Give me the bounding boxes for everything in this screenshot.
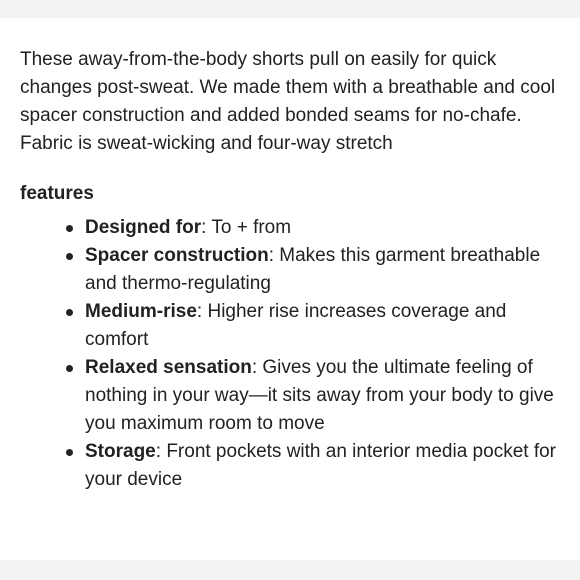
- feature-term: Medium-rise: [85, 301, 197, 322]
- product-description-card: [0, 18, 580, 560]
- features-list: [20, 214, 565, 494]
- features-heading: features: [20, 183, 94, 204]
- feature-term: Spacer construction: [85, 245, 269, 266]
- feature-text: To + from: [211, 217, 292, 238]
- feature-term: Relaxed sensation: [85, 357, 252, 378]
- feature-separator: :: [196, 301, 208, 322]
- bullet-icon: [66, 253, 73, 260]
- bullet-icon: [66, 225, 73, 232]
- feature-term: Designed for: [85, 217, 202, 238]
- description-block: [20, 46, 565, 158]
- feature-text: Makes this garment breathable and thermo-regulating: [85, 245, 541, 294]
- feature-item-medium-rise: [85, 298, 565, 354]
- description-paragraph: These away-from-the-body shorts pull on easily for quick changes post-sweat. We made them with a breathable and cool spacer construction and added bonded seams for no-chafe.: [20, 49, 556, 126]
- feature-text: Higher rise increases coverage and comfort: [85, 301, 507, 350]
- bullet-icon: [66, 309, 73, 316]
- feature-separator: :: [201, 217, 212, 238]
- feature-item-storage: [85, 438, 565, 494]
- feature-separator: :: [251, 357, 263, 378]
- feature-separator: :: [268, 245, 280, 266]
- feature-text: Front pockets with an interior media pocket for your device: [85, 441, 556, 490]
- feature-item-relaxed-sensation: [85, 354, 565, 438]
- feature-text: Gives you the ultimate feeling of nothing in your way—it sits away from your body to give you maximum room to move: [85, 357, 554, 434]
- feature-term: Storage: [85, 441, 156, 462]
- bullet-icon: [66, 365, 73, 372]
- feature-separator: :: [155, 441, 167, 462]
- feature-item-designed-for: [85, 214, 565, 242]
- fabric-paragraph: Fabric is sweat-wicking and four-way stretch: [20, 133, 393, 154]
- bullet-icon: [66, 449, 73, 456]
- description-content: [20, 46, 565, 494]
- feature-item-spacer-construction: [85, 242, 565, 298]
